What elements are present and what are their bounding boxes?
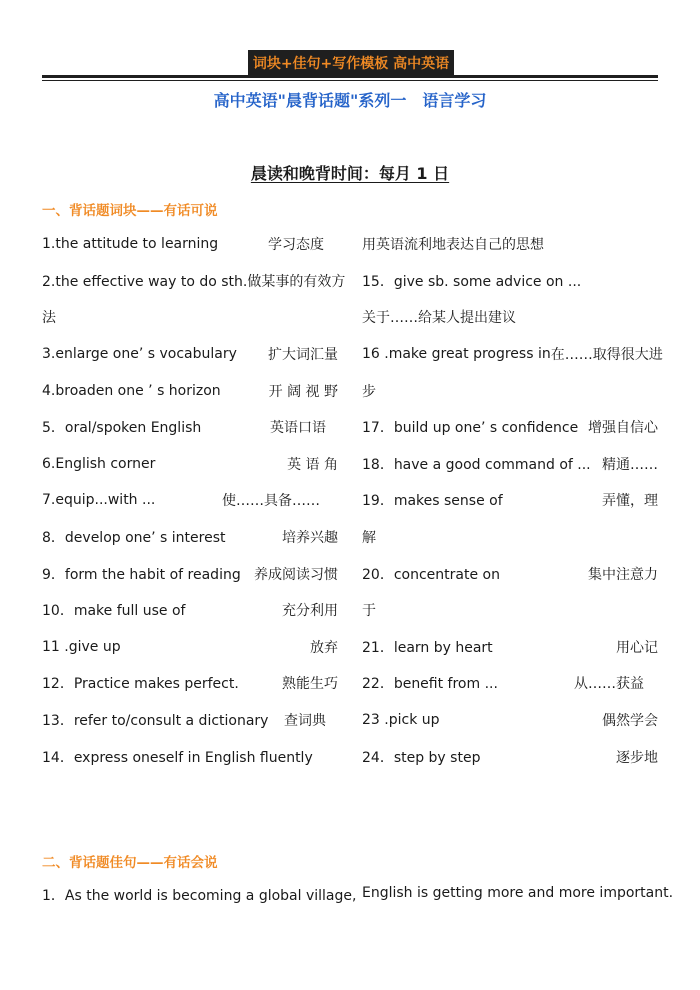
vocab-row <box>42 372 338 409</box>
vocab-row <box>42 592 338 629</box>
date-title-wrap <box>0 161 700 184</box>
vocab-en: 24．step by step <box>362 749 481 766</box>
vocab-cn: 养成阅读习惯 <box>254 566 338 583</box>
vocab-en: 12．Practice makes perfect. <box>42 676 239 693</box>
vocab-en: 17．build up one’ s confidence <box>362 420 579 437</box>
vocab-row <box>362 299 658 336</box>
vocab-en: 2.the effective way to do sth.做某事的有效方 <box>42 273 346 290</box>
vocab-en: 14．express oneself in English fluently <box>42 749 313 766</box>
vocab-en: 4.broaden one ’ s horizon <box>42 382 221 399</box>
vocab-row <box>362 226 658 263</box>
vocab-row <box>362 629 658 666</box>
section1-heading: 一、背话题词块——有话可说 <box>42 203 218 219</box>
vocab-row <box>362 665 658 702</box>
vocab-cn: 增强自信心 <box>588 420 658 437</box>
vocab-row <box>362 372 658 409</box>
vocab-en: 20．concentrate on <box>362 566 500 583</box>
vocab-row <box>42 738 338 775</box>
header-rule-thick <box>42 75 658 78</box>
date-title: 晨读和晚背时间：每月 1 日 <box>250 164 450 183</box>
vocab-en: 22．benefit from ... <box>362 676 498 693</box>
vocab-en: 3.enlarge one’ s vocabulary <box>42 346 237 363</box>
vocab-row <box>42 665 338 702</box>
vocab-en: 关于……给某人提出建议 <box>362 310 516 327</box>
vocab-cn: 从……获益 <box>574 676 644 693</box>
vocab-row <box>362 446 658 483</box>
vocab-en: 9．form the habit of reading <box>42 566 241 583</box>
vocab-en: 23 .pick up <box>362 712 440 729</box>
vocab-row <box>362 592 658 629</box>
vocab-en: 10．make full use of <box>42 603 186 620</box>
vocab-cn: 英 语 角 <box>287 456 338 473</box>
vocab-row <box>42 482 338 519</box>
vocab-en: 用英语流利地表达自己的思想 <box>362 237 544 254</box>
vocab-row <box>42 702 338 739</box>
vocab-cn: 熟能生巧 <box>282 676 338 693</box>
vocab-cn: 用心记 <box>616 639 658 656</box>
vocab-row <box>42 519 338 556</box>
vocab-row <box>362 336 663 373</box>
vocab-row <box>362 555 658 592</box>
vocab-column-right <box>362 226 663 775</box>
vocab-en: 解 <box>362 530 376 547</box>
sentence-part-right: English is getting more and more important. <box>362 885 674 901</box>
vocab-cn: 充分利用 <box>282 603 338 620</box>
vocab-column-left <box>42 226 346 775</box>
vocab-row <box>362 519 658 556</box>
vocab-row <box>362 263 658 300</box>
vocab-cn: 开 阔 视 野 <box>268 383 338 400</box>
vocab-cn: 学习态度 <box>268 237 324 254</box>
vocab-en: 19．makes sense of <box>362 493 503 510</box>
section2-heading: 二、背话题佳句——有话会说 <box>42 855 218 871</box>
vocab-cn: 使……具备…… <box>222 493 320 510</box>
vocab-en: 1.the attitude to learning <box>42 236 219 253</box>
vocab-cn: 扩大词汇量 <box>268 347 338 364</box>
vocab-en: 5．oral/spoken English <box>42 420 202 437</box>
vocab-row <box>42 555 338 592</box>
vocab-en: 11 .give up <box>42 638 121 655</box>
vocab-cn: 培养兴趣 <box>282 530 338 547</box>
vocab-row <box>42 336 338 373</box>
vocab-row <box>42 629 338 666</box>
vocab-en: 法 <box>42 310 56 327</box>
vocab-row <box>362 738 658 775</box>
vocab-row <box>362 482 658 519</box>
vocab-row <box>362 702 658 739</box>
vocab-row <box>42 409 338 446</box>
vocab-row <box>42 446 338 483</box>
vocab-row <box>362 409 658 446</box>
vocab-row <box>42 226 338 263</box>
vocab-row <box>42 263 346 300</box>
vocab-cn: 精通…… <box>602 456 658 473</box>
series-title: 高中英语"晨背话题"系列一 语言学习 <box>213 91 487 110</box>
vocab-en: 13．refer to/consult a dictionary <box>42 713 269 730</box>
vocab-cn: 偶然学会 <box>602 713 658 730</box>
vocab-en: 15．give sb. some advice on ... <box>362 273 582 290</box>
vocab-cn: 逐步地 <box>616 749 658 766</box>
header-rule-thin <box>42 80 658 81</box>
vocab-cn: 英语口语 <box>270 420 326 437</box>
vocab-row <box>42 299 338 336</box>
vocab-en: 6.English corner <box>42 455 156 472</box>
vocab-en: 7.equip...with ... <box>42 492 156 509</box>
vocab-cn: 查词典 <box>284 713 326 730</box>
vocab-en: 于 <box>362 603 376 620</box>
vocab-cn: 放弃 <box>310 639 338 656</box>
vocab-en: 8．develop one’ s interest <box>42 530 226 547</box>
vocab-en: 16 .make great progress in <box>362 346 551 363</box>
header-banner: 词块+佳句+写作模板 高中英语 <box>248 50 454 76</box>
vocab-en: 21．learn by heart <box>362 639 493 656</box>
sentence-part-left: 1．As the world is becoming a global village, <box>42 888 357 904</box>
vocab-en: 18．have a good command of ... <box>362 456 591 473</box>
vocab-cn: 集中注意力 <box>588 566 658 583</box>
vocab-cn: 在……取得很大进 <box>550 347 663 364</box>
vocab-en: 步 <box>362 383 376 400</box>
vocab-cn: 弄懂，理 <box>602 493 658 510</box>
